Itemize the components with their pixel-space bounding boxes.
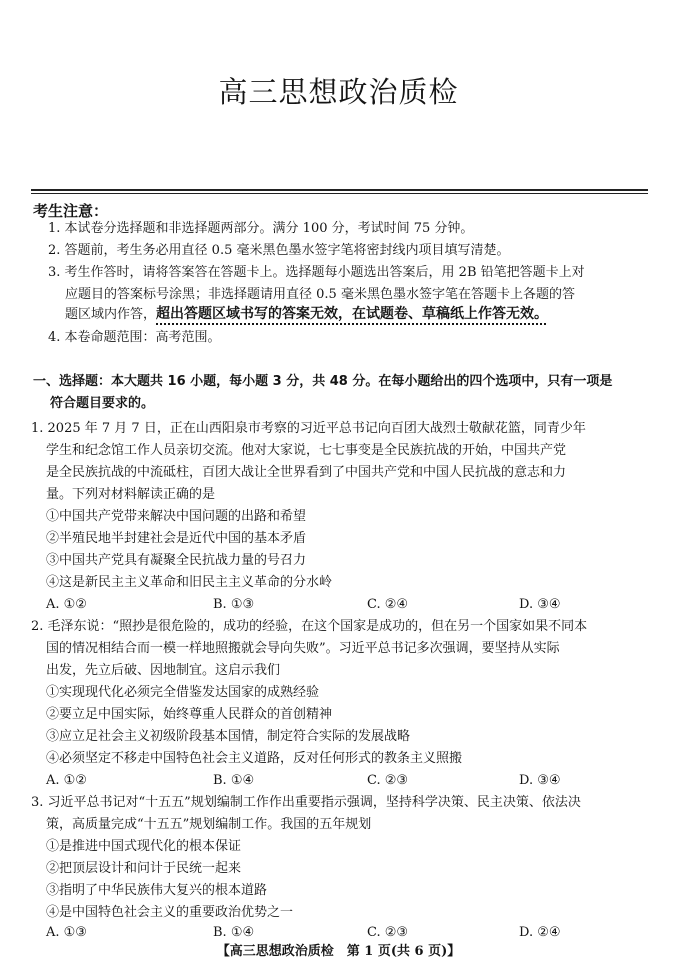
q2-stem-line: 国的情况相结合而一模一样地照搬就会导向失败”。习近平总书记多次强调，要坚持从实际 (46, 641, 560, 656)
page-title: 高三思想政治质检 (218, 75, 459, 109)
q1-stem-line: 1. 2025 年 7 月 7 日，正在山西阳泉市考察的习近平总书记向百团大战烈士敬献花篮，同青少年 (31, 421, 586, 436)
q2-option-a: A. ①② (46, 773, 87, 788)
notice-item-3-text: 题区域内作答， (65, 307, 157, 322)
q2-option-d: D. ③④ (519, 773, 561, 788)
q2-stem-line: 出发，先立后破、因地制宜。这启示我们 (46, 663, 281, 678)
header-rule-thick (31, 189, 648, 191)
notice-item-4: 4. 本卷命题范围：高考范围。 (48, 330, 221, 345)
q3-option-b: B. ①④ (213, 925, 255, 940)
q2-option-c: C. ②③ (367, 773, 409, 788)
q1-option-d: D. ③④ (519, 597, 561, 612)
q2-item: ①实现现代化必须完全借鉴发达国家的成熟经验 (46, 685, 320, 700)
q3-item: ③指明了中华民族伟大复兴的根本道路 (46, 883, 268, 898)
q3-stem-line: 3. 习近平总书记对“十五五”规划编制工作作出重要指示强调，坚持科学决策、民主决策、依法决 (31, 795, 581, 810)
notice-heading: 考生注意： (33, 202, 109, 220)
section-heading-line-2: 符合题目要求的。 (50, 396, 155, 411)
q2-item: ②要立足中国实际，始终尊重人民群众的首创精神 (46, 707, 333, 722)
q1-stem-line: 是全民族抗战的中流砥柱，百团大战让全世界看到了中国共产党和中国人民抗战的意志和力 (46, 465, 567, 480)
q1-item: ④这是新民主主义革命和旧民主主义革命的分水岭 (46, 575, 333, 590)
notice-item-1: 1. 本试卷分选择题和非选择题两部分。满分 100 分，考试时间 75 分钟。 (48, 221, 474, 236)
q2-option-b: B. ①④ (213, 773, 255, 788)
q3-option-a: A. ①③ (46, 925, 87, 940)
q1-stem-line: 量。下列对材料解读正确的是 (46, 487, 216, 502)
page-footer: 【高三思想政治质检 第 1 页(共 6 页)】 (216, 944, 461, 959)
q1-item: ③中国共产党具有凝聚全民抗战力量的号召力 (46, 553, 307, 568)
q1-stem-line: 学生和纪念馆工作人员亲切交流。他对大家说，七七事变是全民族抗战的开始，中国共产党 (46, 443, 567, 458)
q3-stem-line: 策，高质量完成“十五五”规划编制工作。我国的五年规划 (46, 817, 372, 832)
q2-item: ④必须坚定不移走中国特色社会主义道路，反对任何形式的教条主义照搬 (46, 751, 463, 766)
header-rule-thin (31, 193, 648, 194)
q3-item: ②把顶层设计和问计于民统一起来 (46, 861, 242, 876)
q3-item: ④是中国特色社会主义的重要政治优势之一 (46, 905, 294, 920)
notice-item-3-line-3 (65, 305, 548, 324)
section-heading-line-1: 一、选择题：本大题共 16 小题，每小题 3 分，共 48 分。在每小题给出的四个选项中，只有一项是 (33, 374, 613, 389)
q1-item: ①中国共产党带来解决中国问题的出路和希望 (46, 509, 307, 524)
q2-stem-line: 2. 毛泽东说：“照抄是很危险的，成功的经验，在这个国家是成功的，但在另一个国家如果不同本 (31, 619, 588, 634)
q1-option-c: C. ②④ (367, 597, 409, 612)
q1-option-b: B. ①③ (213, 597, 255, 612)
q1-item: ②半殖民地半封建社会是近代中国的基本矛盾 (46, 531, 307, 546)
notice-item-2: 2. 答题前，考生务必用直径 0.5 毫米黑色墨水签字笔将密封线内项目填写清楚。 (48, 243, 510, 258)
notice-emphasis: 超出答题区域书写的答案无效，在试题卷、草稿纸上作答无效。 (156, 306, 549, 322)
q2-item: ③应立足社会主义初级阶段基本国情，制定符合实际的发展战略 (46, 729, 411, 744)
q3-item: ①是推进中国式现代化的根本保证 (46, 839, 242, 854)
q3-option-d: D. ②④ (519, 925, 561, 940)
notice-item-3-line-2: 应题目的答案标号涂黑；非选择题请用直径 0.5 毫米黑色墨水签字笔在答题卡上各题的答 (65, 287, 575, 302)
q1-option-a: A. ①② (46, 597, 87, 612)
q3-option-c: C. ②③ (367, 925, 409, 940)
notice-item-3-line-1: 3. 考生作答时，请将答案答在答题卡上。选择题每小题选出答案后，用 2B 铅笔把答题卡上对 (48, 265, 585, 280)
